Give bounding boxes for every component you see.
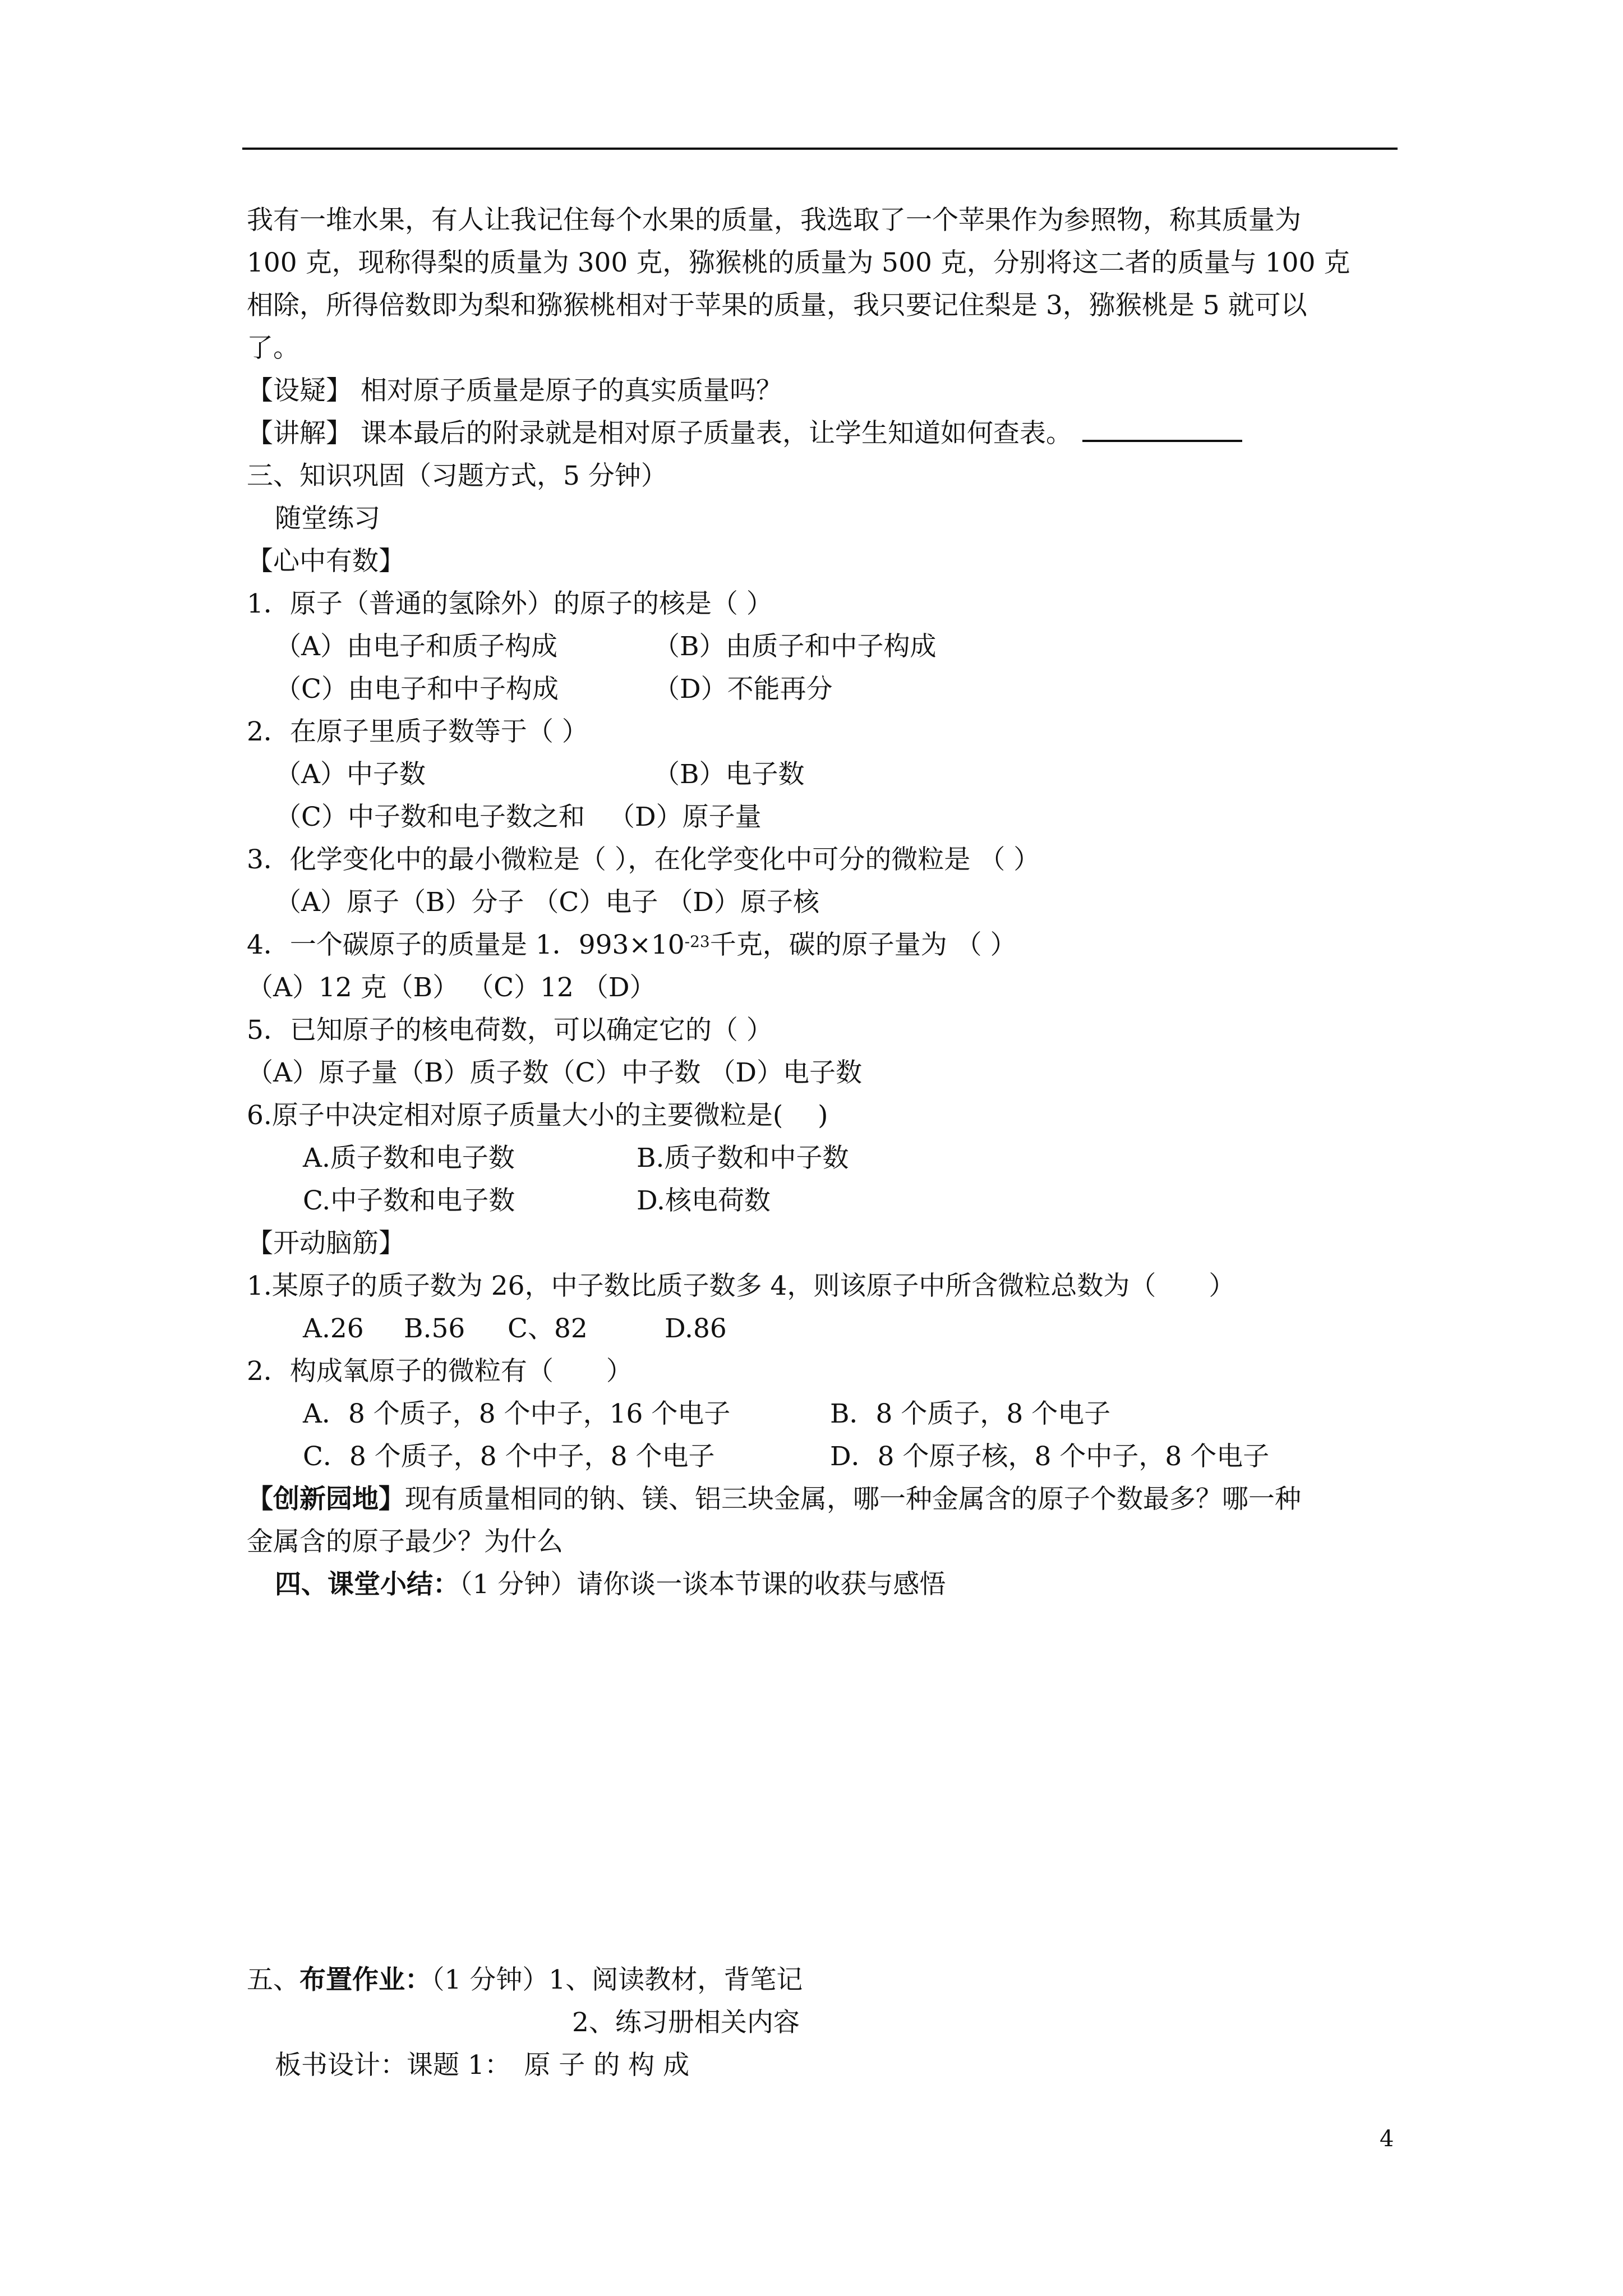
b1-option-b: B.56	[404, 1313, 465, 1344]
explain-line	[247, 417, 1242, 450]
homework-label: 布置作业：	[299, 1964, 431, 1995]
q1-stem: 1．原子（普通的氢除外）的原子的核是（ ）	[247, 588, 773, 619]
b1-stem: 1.某原子的质子数为 26，中子数比质子数多 4，则该原子中所含微粒总数为（ ）	[247, 1271, 1235, 1301]
q2-stem: 2．在原子里质子数等于（ ）	[247, 716, 588, 747]
header-rule	[242, 148, 1398, 150]
b1-option-a: A.26	[303, 1313, 364, 1344]
b1-option-c: C、82	[508, 1313, 588, 1344]
b2-option-d: D．8 个原子核，8 个中子，8 个电子	[830, 1441, 1270, 1472]
homework-prefix: 五、	[247, 1964, 299, 1995]
q6-option-c: C.中子数和电子数	[303, 1185, 515, 1216]
q1-option-c: （C）由电子和中子构成	[275, 674, 559, 705]
q4-stem	[247, 928, 1017, 962]
answer-blank	[1082, 417, 1242, 442]
q3-options: （A）原子（B）分子 （C）电子 （D）原子核	[275, 887, 820, 918]
q1-option-d: （D）不能再分	[653, 674, 833, 705]
explain-tag: 【讲解】	[247, 418, 352, 449]
q4-exponent: -23	[684, 932, 710, 951]
homework-line	[247, 1963, 803, 1997]
b2-option-a: A．8 个质子，8 个中子，16 个电子	[303, 1398, 731, 1429]
q4-stem-a: 4．一个碳原子的质量是 1．993×10	[247, 930, 685, 960]
q6-option-b: B.质子数和中子数	[637, 1143, 849, 1174]
q2-option-d: （D）原子量	[608, 802, 762, 832]
page-number: 4	[1380, 2126, 1394, 2152]
intro-line-1: 我有一堆水果，有人让我记住每个水果的质量，我选取了一个苹果作为参照物，称其质量为	[247, 205, 1301, 236]
section-3-heading: 三、知识巩固（习题方式，5 分钟）	[247, 461, 667, 491]
innovation-tag: 【创新园地】	[247, 1484, 405, 1515]
q1-option-b: （B）由质子和中子构成	[653, 631, 937, 662]
explain-text: 课本最后的附录就是相对原子质量表，让学生知道如何查表。	[352, 418, 1072, 449]
summary-prefix: 四、	[275, 1569, 328, 1600]
homework-line-2: 2、练习册相关内容	[572, 2007, 800, 2038]
intro-line-4: 了。	[247, 333, 299, 364]
q2-option-b: （B）电子数	[653, 759, 805, 790]
b1-option-d: D.86	[665, 1313, 727, 1344]
q4-options: （A）12 克（B） （C）12 （D）	[247, 972, 656, 1003]
practice-label: 随堂练习	[275, 503, 380, 534]
doubt-tag: 【设疑】	[247, 375, 352, 406]
summary-label: 课堂小结：	[328, 1569, 459, 1600]
b2-option-c: C．8 个质子，8 个中子，8 个电子	[303, 1441, 715, 1472]
board-design: 板书设计：课题 1： 原 子 的 构 成	[275, 2050, 690, 2081]
intro-line-3: 相除，所得倍数即为梨和猕猴桃相对于苹果的质量，我只要记住梨是 3，猕猴桃是 5 就可以	[247, 290, 1307, 321]
q6-option-a: A.质子数和电子数	[303, 1143, 515, 1174]
b2-stem: 2．构成氧原子的微粒有（ ）	[247, 1356, 633, 1387]
q6-stem: 6.原子中决定相对原子质量大小的主要微粒是( )	[247, 1100, 828, 1131]
intro-line-2: 100 克，现称得梨的质量为 300 克，猕猴桃的质量为 500 克，分别将这二者的质量与 100 克	[247, 247, 1350, 278]
innovation-line-2: 金属含的原子最少？为什么	[247, 1526, 563, 1557]
innovation-text: 现有质量相同的钠、镁、铝三块金属，哪一种金属含的原子个数最多？哪一种	[405, 1484, 1301, 1515]
doubt-line	[247, 374, 782, 408]
b2-option-b: B．8 个质子，8 个电子	[830, 1398, 1111, 1429]
heart-heading: 【心中有数】	[247, 546, 405, 577]
summary-text: （1 分钟）请你谈一谈本节课的收获与感悟	[459, 1569, 946, 1600]
homework-text: （1 分钟）1、阅读教材，背笔记	[431, 1964, 803, 1995]
q5-options: （A）原子量（B）质子数（C）中子数 （D）电子数	[247, 1057, 863, 1088]
q5-stem: 5．已知原子的核电荷数，可以确定它的（ ）	[247, 1015, 773, 1046]
q4-stem-b: 千克，碳的原子量为 （ ）	[709, 930, 1017, 960]
q6-option-d: D.核电荷数	[637, 1185, 771, 1216]
doubt-text: 相对原子质量是原子的真实质量吗？	[352, 375, 782, 406]
q1-option-a: （A）由电子和质子构成	[275, 631, 557, 662]
innovation-line-1	[247, 1483, 1301, 1516]
q2-option-a: （A）中子数	[275, 759, 426, 790]
brain-heading: 【开动脑筋】	[247, 1228, 405, 1259]
q3-stem: 3．化学变化中的最小微粒是（ ），在化学变化中可分的微粒是 （ ）	[247, 844, 1040, 875]
summary-line	[275, 1568, 946, 1602]
q2-option-c: （C）中子数和电子数之和	[275, 802, 585, 832]
